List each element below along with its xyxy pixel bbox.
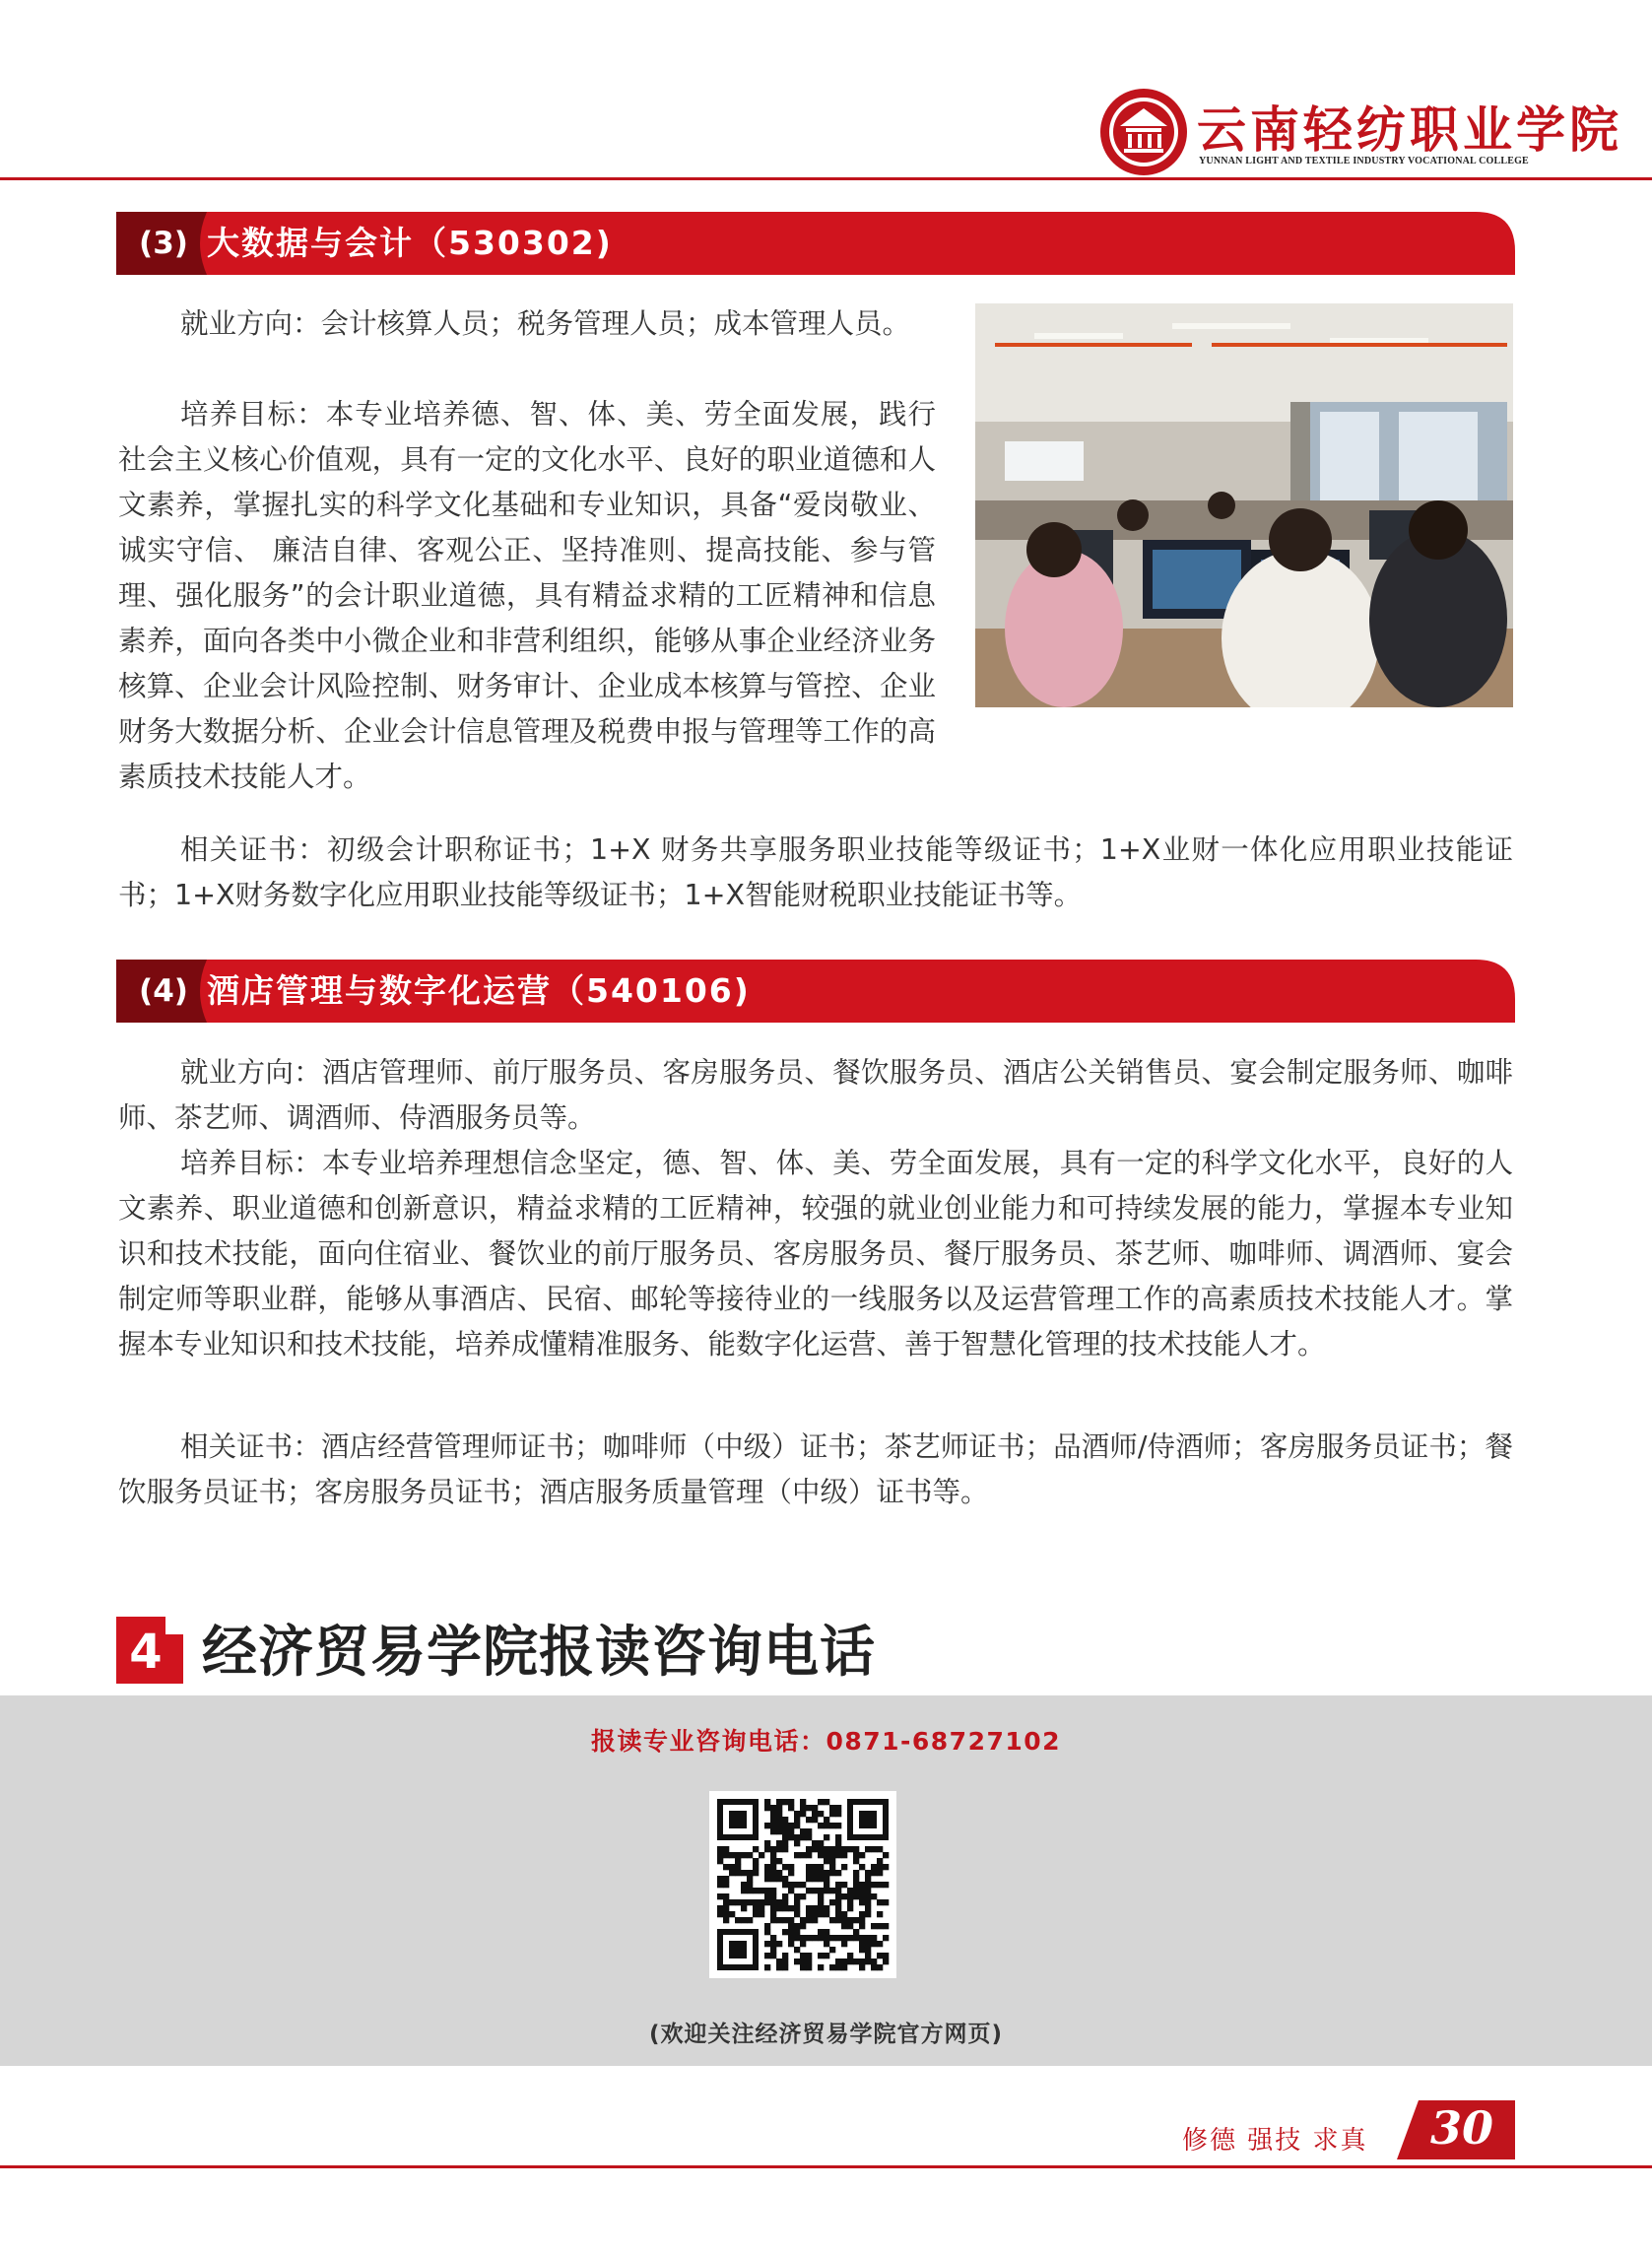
school-name-en: YUNNAN LIGHT AND TEXTILE INDUSTRY VOCATIONAL COLLEGE — [1199, 156, 1529, 166]
footer-slogan: 修德 强技 求真 — [1182, 2126, 1368, 2156]
section-title: 酒店管理与数字化运营（540106) — [207, 971, 751, 1010]
employment-direction: 就业方向：酒店管理师、前厅服务员、客房服务员、餐饮服务员、酒店公关销售员、宴会制定服务师、咖啡师、茶艺师、调酒师、侍酒服务员等。 — [118, 1056, 1513, 1134]
training-goal-text: 培养目标：本专业培养德、智、体、美、劳全面发展，践行社会主义核心价值观，具有一定的文化水平、良好的职业道德和人文素养，掌握扎实的科学文化基础和专业知识，具备“爱岗敬业、诚实守信、 廉洁自律、客观公正、坚持准则、提高技能、参与管理、强化服务”的会计职业道德，具有精益求精的工匠精神和信息素养，面向各类中小微企业和非营利组织，能够从事企业经济业务核算、企业会计风险控制、财务审计、企业成本核算与管控、企业财务大数据分析、企业会计信息管理及税费申报与管理等工作的高素质技术技能人才。 — [118, 398, 936, 793]
related-certificates: 相关证书：酒店经营管理师证书；咖啡师（中级）证书；茶艺师证书；品酒师/侍酒师；客房服务员证书；餐饮服务员证书；客房服务员证书；酒店服务质量管理（中级）证书等。 — [118, 1430, 1513, 1508]
classroom-photo — [975, 303, 1513, 707]
related-certificates: 相关证书：初级会计职称证书；1+X 财务共享服务职业技能等级证书；1+X业财一体化应用职业技能证书；1+X财务数字化应用职业技能等级证书；1+X智能财税职业技能证书等。 — [118, 833, 1513, 911]
employment-direction: 就业方向：会计核算人员；税务管理人员；成本管理人员。 — [180, 307, 911, 340]
section-4-header — [116, 960, 1515, 1023]
school-seal-icon — [1098, 87, 1189, 177]
qr-caption: (欢迎关注经济贸易学院官方网页) — [648, 2022, 1004, 2047]
classroom-photo-image — [975, 303, 1513, 707]
section-3-header — [116, 212, 1515, 275]
header-divider — [0, 177, 1652, 180]
school-logo — [1098, 87, 1622, 175]
section-number-icon — [116, 1617, 183, 1684]
training-goal: 培养目标：本专业培养理想信念坚定，德、智、体、美、劳全面发展，具有一定的科学文化水平，良好的人文素养、职业道德和创新意识，精益求精的工匠精神，较强的就业创业能力和可持续发展的能力，掌握本专业知识和技术技能，面向住宿业、餐饮业的前厅服务员、客房服务员、餐厅服务员、茶艺师、咖啡师、调酒师、宴会制定师等职业群，能够从事酒店、民宿、邮轮等接待业的一线服务以及运营管理工作的高素质技术技能人才。掌握本专业知识和技术技能，培养成懂精准服务、能数字化运营、善于智慧化管理的技术技能人才。 — [118, 1147, 1513, 1361]
qr-code-icon — [709, 1791, 896, 1978]
qr-code[interactable] — [709, 1791, 896, 1978]
section-number: (3) — [139, 226, 188, 261]
section-number: (4) — [139, 973, 188, 1009]
page-number: 30 — [1429, 2101, 1493, 2155]
training-goal — [118, 392, 936, 800]
number-four-icon — [116, 1617, 183, 1684]
footer-divider — [0, 2165, 1652, 2168]
section-title: 大数据与会计（530302) — [207, 224, 613, 262]
school-name-cn: 云南轻纺职业学院 — [1197, 100, 1622, 159]
icon-number: 4 — [129, 1625, 163, 1680]
contact-heading: 经济贸易学院报读咨询电话 — [202, 1621, 876, 1685]
consult-phone: 报读专业咨询电话：0871-68727102 — [590, 1727, 1062, 1756]
